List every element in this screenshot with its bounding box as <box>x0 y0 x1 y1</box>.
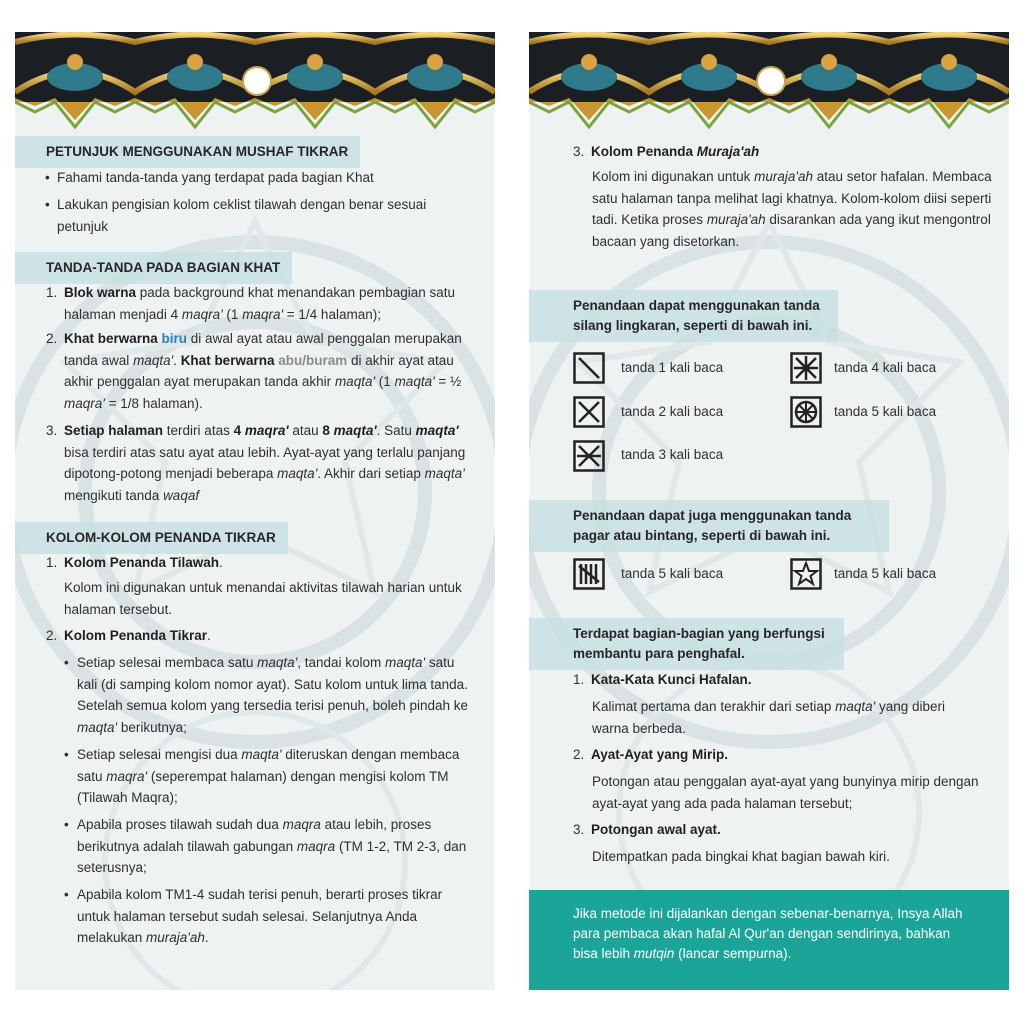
footer-text-main: Jika metode ini dijalankan dengan sebenar-benarnya, Insya Allah para pembaca akan hafal Al Qur'an dengan sendirinya, bahkan bisa lebih <box>573 906 963 961</box>
bullet-dot: • <box>45 197 50 212</box>
square-circle-star-icon <box>790 396 822 428</box>
square-x-icon <box>573 396 605 428</box>
list-number: 2. <box>573 747 585 762</box>
khat-item-3: Setiap halaman terdiri atas 4 maqra' atau 8 maqta'. Satu maqta' bisa terdiri atas satu ayat atau lebih. Ayat-ayat yang terlalu panjang dipotong-potong menjadi beberapa maqta'. Akhir dari setiap maqta' mengikuti tanda waqaf <box>64 423 466 503</box>
help-item-3-title: Potongan awal ayat. <box>591 822 721 837</box>
khat-item-2: Khat berwarna biru di awal ayat atau awal penggalan merupakan tanda awal maqta'. Khat berwarna abu/buram di akhir ayat atau akhir penggalan ayat merupakan tanda akhir maqta' (1 maqta' = ½ maqra' = 1/8 halaman). <box>64 331 462 411</box>
symbol-label: tanda 1 kali baca <box>621 360 724 375</box>
tikrar-bullet-4: Apabila kolom TM1-4 sudah terisi penuh, berarti proses tikrar untuk halaman tersebut sudah selesai. Selanjutnya Anda melakukan muraja'ah. <box>77 887 443 945</box>
tikrar-bullet-2: Setiap selesai mengisi dua maqta' diteruskan dengan membaca satu maqra' (seperempat halaman) dengan mengisi kolom TM (Tilawah Maqra); <box>77 747 460 805</box>
bullet-item-1: Fahami tanda-tanda yang terdapat pada bagian Khat <box>57 170 374 185</box>
symbol-label: tanda 3 kali baca <box>621 447 724 462</box>
section-header-tanda: TANDA-TANDA PADA BAGIAN KHAT <box>15 252 292 284</box>
kolom-item-1-title: Kolom Penanda Tilawah. <box>64 555 223 570</box>
square-1-slash-icon <box>573 352 605 384</box>
symbol-label: tanda 4 kali baca <box>834 360 937 375</box>
right-panel <box>529 32 1009 990</box>
square-tally-icon <box>573 558 605 590</box>
bullet-dot: • <box>64 817 69 832</box>
bullet-dot: • <box>64 747 69 762</box>
info-box-silang: Penandaan dapat menggunakan tanda silang lingkaran, seperti di bawah ini. <box>529 290 838 342</box>
section-header-petunjuk: PETUNJUK MENGGUNAKAN MUSHAF TIKRAR <box>15 136 360 168</box>
bullet-item-2: Lakukan pengisian kolom ceklist tilawah dengan benar sesuai petunjuk <box>57 197 427 234</box>
symbol-label: tanda 2 kali baca <box>621 404 724 419</box>
footer-banner <box>529 890 1009 990</box>
kolom-item-1-desc: Kolom ini digunakan untuk menandai aktivitas tilawah harian untuk halaman tersebut. <box>64 580 462 617</box>
tikrar-bullet-3: Apabila proses tilawah sudah dua maqra atau lebih, proses berikutnya adalah tilawah gabungan maqra (TM 1-2, TM 2-3, dan seterusnya; <box>77 817 467 875</box>
square-star-icon <box>790 558 822 590</box>
footer-text <box>573 904 973 964</box>
help-item-2-desc: Potongan atau penggalan ayat-ayat yang bunyinya mirip dengan ayat-ayat yang ada pada halaman tersebut; <box>592 774 979 811</box>
square-x-bar-icon <box>573 440 605 472</box>
kolom-item-2-title: Kolom Penanda Tikrar. <box>64 628 211 643</box>
list-number: 3. <box>46 423 58 438</box>
footer-text-emphasis: mutqin <box>633 946 675 961</box>
symbol-label: tanda 5 kali baca <box>834 566 937 581</box>
square-asterisk-icon <box>790 352 822 384</box>
symbol-label: tanda 5 kali baca <box>621 566 724 581</box>
muraja-title: Kolom Penanda Muraja'ah <box>591 144 760 159</box>
list-number: 2. <box>46 628 58 643</box>
list-number: 1. <box>46 285 58 300</box>
section-header-kolom: KOLOM-KOLOM PENANDA TIKRAR <box>15 522 288 554</box>
bullet-dot: • <box>64 887 69 902</box>
info-box-pagar: Penandaan dapat juga menggunakan tanda pagar atau bintang, seperti di bawah ini. <box>529 500 889 552</box>
help-item-1-desc: Kalimat pertama dan terakhir dari setiap maqta' yang diberi warna berbeda. <box>592 699 946 736</box>
list-number: 3. <box>573 144 585 159</box>
khat-item-1: Blok warna pada background khat menandakan pembagian satu halaman menjadi 4 maqra' (1 maqra' = 1/4 halaman); <box>64 285 456 322</box>
help-item-3-desc: Ditempatkan pada bingkai khat bagian bawah kiri. <box>592 849 890 864</box>
footer-text-end: (lancar sempurna). <box>674 946 792 961</box>
list-number: 3. <box>573 822 585 837</box>
list-number: 2. <box>46 331 58 346</box>
help-item-2-title: Ayat-Ayat yang Mirip. <box>591 747 729 762</box>
tikrar-bullet-1: Setiap selesai membaca satu maqta', tandai kolom maqta' satu kali (di samping kolom nomor ayat). Satu kolom untuk lima tanda. Setelah semua kolom yang tersedia terisi penuh, boleh pindah ke maqta' berikutnya; <box>77 655 468 735</box>
symbol-label: tanda 5 kali baca <box>834 404 937 419</box>
bullet-dot: • <box>45 170 50 185</box>
info-box-penghafal: Terdapat bagian-bagian yang berfungsi membantu para penghafal. <box>529 618 844 670</box>
list-number: 1. <box>46 555 58 570</box>
list-number: 1. <box>573 672 585 687</box>
left-panel <box>15 32 495 990</box>
help-item-1-title: Kata-Kata Kunci Hafalan. <box>591 672 752 687</box>
bullet-dot: • <box>64 655 69 670</box>
muraja-desc: Kolom ini digunakan untuk muraja'ah atau setor hafalan. Membaca satu halaman tanpa melihat lagi khatnya. Kolom-kolom diisi seperti tadi. Ketika proses muraja'ah disarankan ada yang ikut mengontrol bacaan yang disetorkan. <box>592 169 992 249</box>
